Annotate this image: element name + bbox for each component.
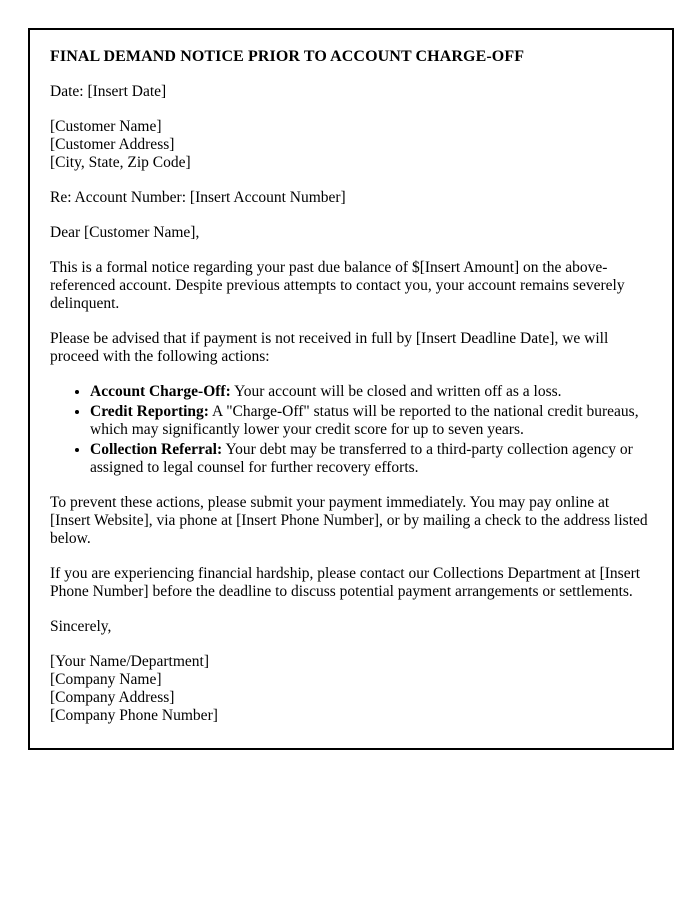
signature-address: [Company Address] — [50, 689, 175, 706]
signature-phone: [Company Phone Number] — [50, 707, 218, 724]
signature-name-dept: [Your Name/Department] — [50, 653, 209, 670]
signature-company: [Company Name] — [50, 671, 162, 688]
date-line: Date: [Insert Date] — [50, 83, 167, 100]
list-item-credit-reporting — [90, 403, 650, 439]
list-item-collection-referral — [90, 441, 650, 477]
paragraph-advise: Please be advised that if payment is not received in full by [Insert Deadline Date], we will proceed with the following actions: — [50, 330, 609, 365]
list-item-label: Collection Referral: — [90, 441, 223, 458]
list-item-text: A "Charge-Off" status will be reported to the national credit bureaus, which may significantly lower your credit score for up to seven years. — [90, 403, 639, 438]
paragraph-hardship: If you are experiencing financial hardship, please contact our Collections Department at [Insert Phone Number] before the deadline to discuss potential payment arrangements or settlements. — [50, 565, 641, 600]
closing: Sincerely, — [50, 618, 112, 635]
recipient-address-block — [50, 118, 650, 172]
signature-block — [50, 653, 650, 725]
paragraph-intro: This is a formal notice regarding your past due balance of $[Insert Amount] on the above-referenced account. Despite previous attempts to contact you, your account remains severely delinquent. — [50, 259, 625, 312]
paragraph-prevent: To prevent these actions, please submit your payment immediately. You may pay online at [Insert Website], via phone at [Insert Phone Number], or by mailing a check to the address listed below. — [50, 494, 648, 547]
list-item-label: Account Charge-Off: — [90, 383, 231, 400]
list-item-charge-off — [90, 383, 650, 401]
salutation: Dear [Customer Name], — [50, 224, 200, 241]
letter-border-frame — [28, 28, 674, 750]
recipient-address: [Customer Address] — [50, 136, 175, 153]
re-line: Re: Account Number: [Insert Account Number] — [50, 189, 346, 206]
list-item-text: Your debt may be transferred to a third-party collection agency or assigned to legal counsel for further recovery efforts. — [90, 441, 633, 476]
recipient-city-state-zip: [City, State, Zip Code] — [50, 154, 191, 171]
letter-title: FINAL DEMAND NOTICE PRIOR TO ACCOUNT CHARGE-OFF — [50, 48, 525, 65]
recipient-name: [Customer Name] — [50, 118, 162, 135]
actions-list — [50, 383, 650, 477]
list-item-label: Credit Reporting: — [90, 403, 209, 420]
list-item-text: Your account will be closed and written off as a loss. — [234, 383, 562, 400]
